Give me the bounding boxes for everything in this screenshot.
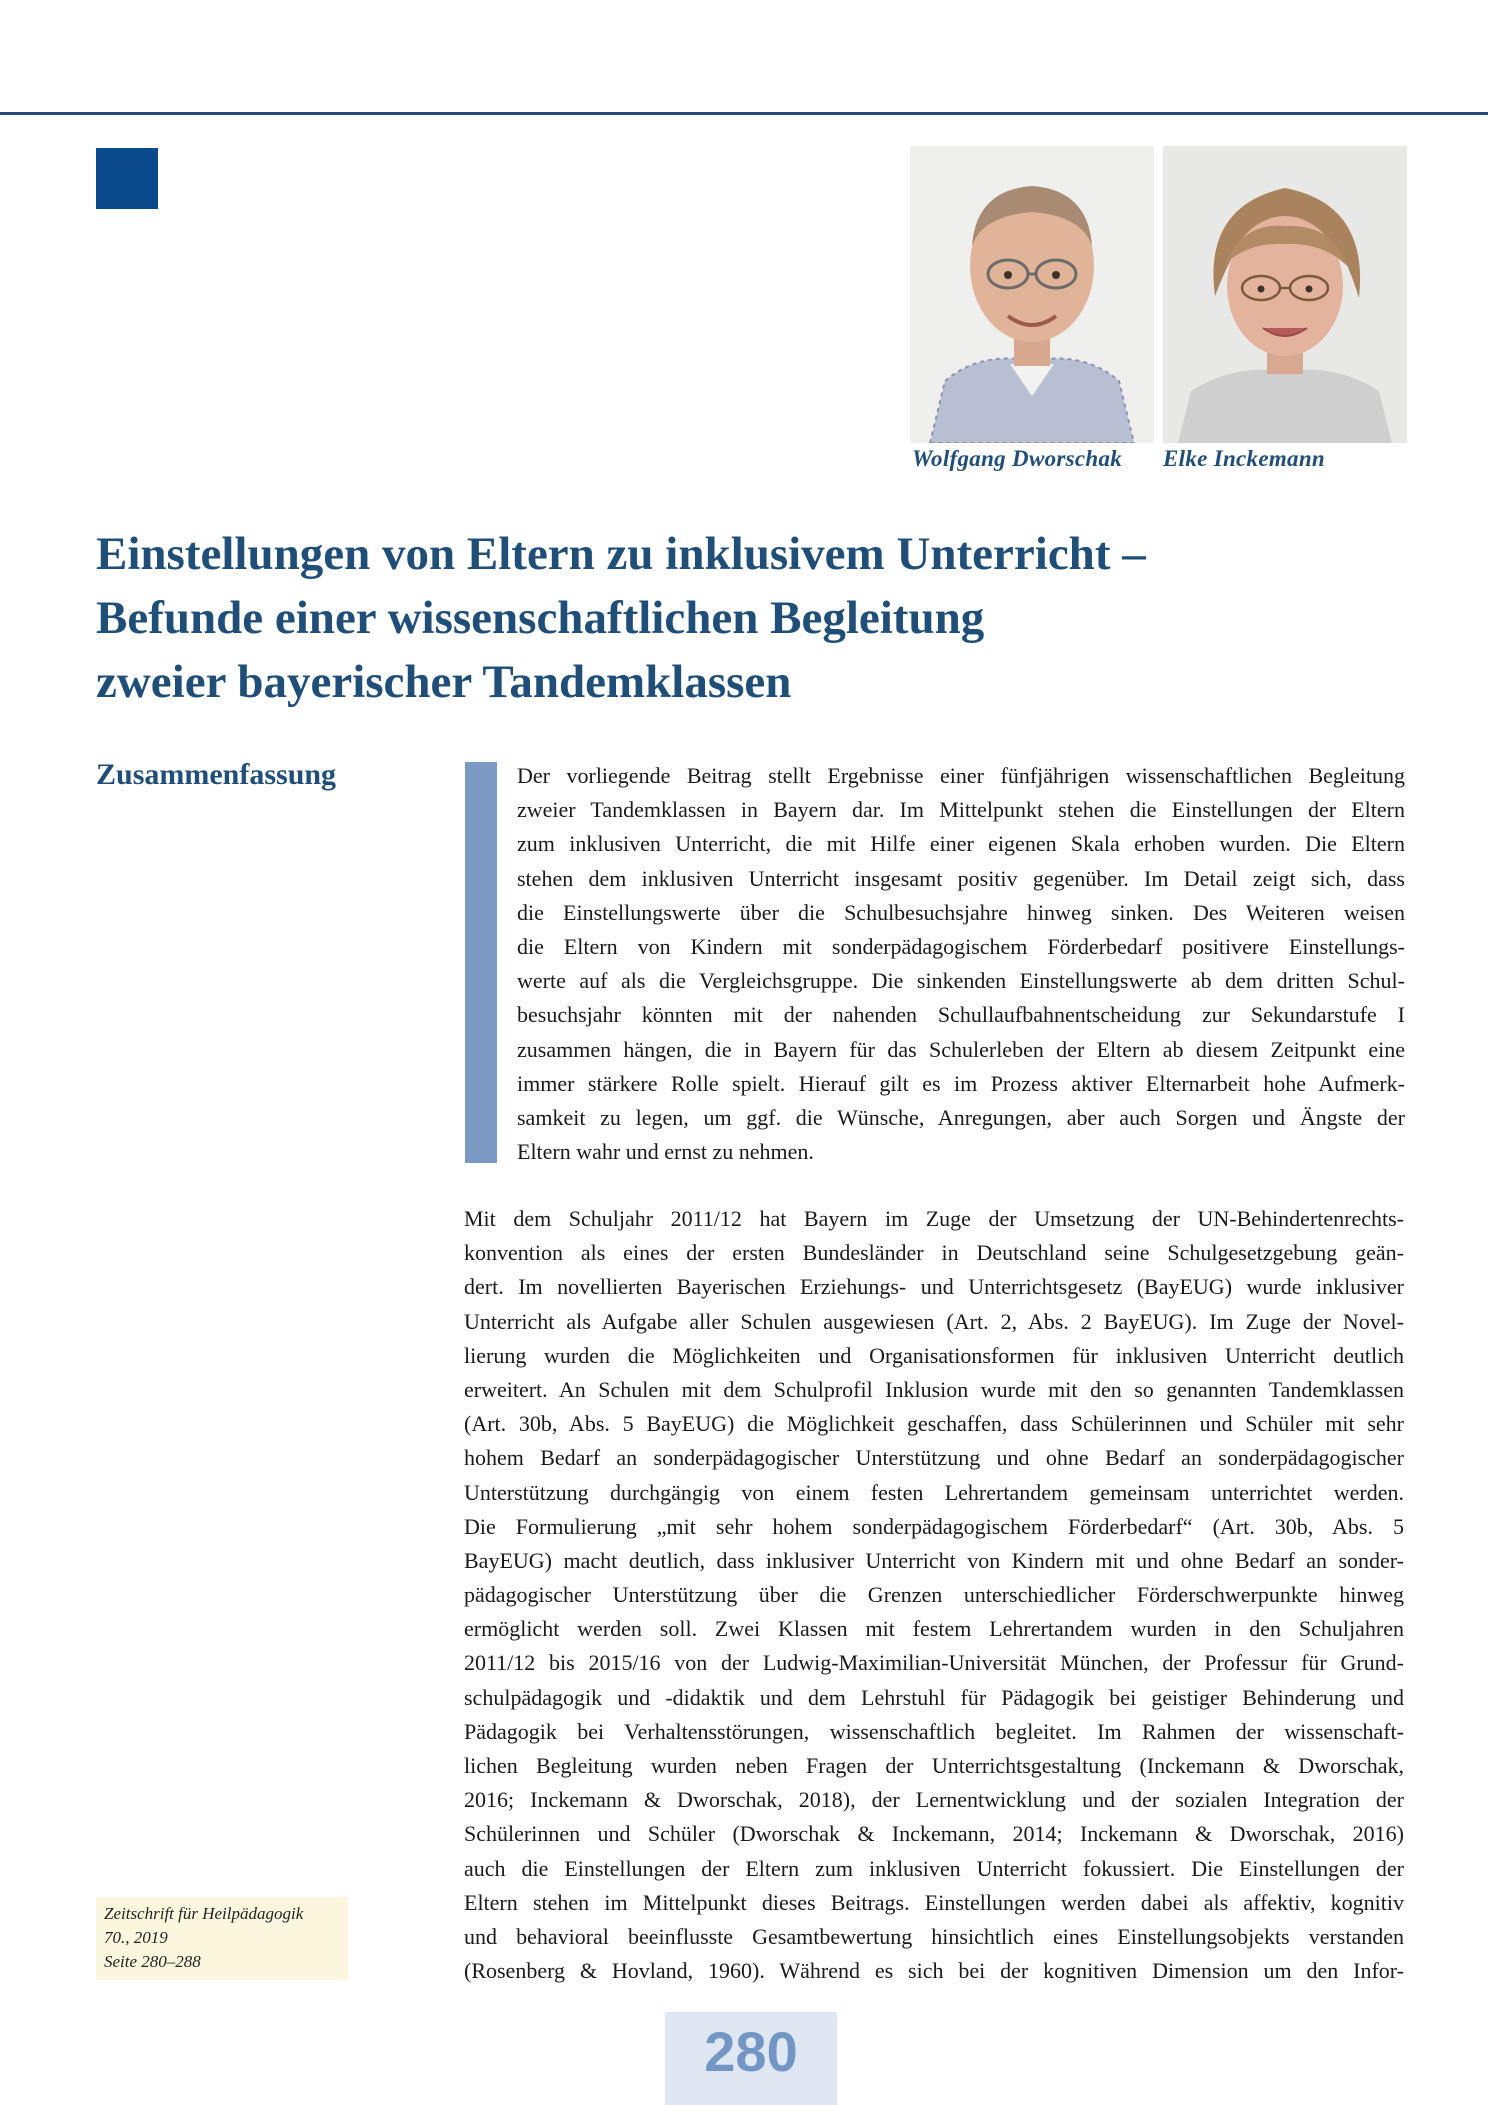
body-line: BayEUG) macht deutlich, dass inklusiver Unterricht von Kindern mit und ohne Bedarf an sonder- bbox=[464, 1547, 1404, 1573]
body-line: Unterricht als Aufgabe aller Schulen ausgewiesen (Art. 2, Abs. 2 BayEUG). Im Zuge der Novel- bbox=[464, 1308, 1404, 1334]
journal-citation-box bbox=[96, 1897, 348, 1980]
body-line: dert. Im novellierten Bayerischen Erziehungs- und Unterrichtsgesetz (BayEUG) wurde inklusiver bbox=[464, 1274, 1404, 1300]
body-line: lierung wurden die Möglichkeiten und Organisationsformen für inklusiven Unterricht deutlich bbox=[464, 1342, 1404, 1368]
author-name-1: Wolfgang Dworschak bbox=[912, 446, 1123, 471]
body-line: Pädagogik bei Verhaltensstörungen, wissenschaftlich begleitet. Im Rahmen der wissenschaft- bbox=[464, 1718, 1404, 1744]
abstract-line: zweier Tandemklassen in Bayern dar. Im Mittelpunkt stehen die Einstellungen der Eltern bbox=[517, 797, 1405, 823]
abstract-side-bar bbox=[465, 762, 497, 1163]
body-line: auch die Einstellungen der Eltern zum inklusiven Unterricht fokussiert. Die Einstellungen der bbox=[464, 1855, 1404, 1881]
body-line: Eltern stehen im Mittelpunkt dieses Beitrags. Einstellungen werden dabei als affektiv, kognitiv bbox=[464, 1889, 1404, 1915]
abstract-line: samkeit zu legen, um ggf. die Wünsche, Anregungen, aber auch Sorgen und Ängste der bbox=[517, 1104, 1405, 1130]
abstract-line: Der vorliegende Beitrag stellt Ergebnisse einer fünfjährigen wissenschaftlichen Begleitung bbox=[517, 763, 1405, 788]
journal-pages: Seite 280–288 bbox=[104, 1952, 201, 1971]
man-portrait-image bbox=[910, 146, 1154, 443]
body-line: pädagogischer Unterstützung über die Grenzen unterschiedlicher Förderschwerpunkte hinweg bbox=[464, 1582, 1404, 1608]
abstract-line: Eltern wahr und ernst zu nehmen. bbox=[517, 1139, 814, 1165]
body-line: Schülerinnen und Schüler (Dworschak & Inckemann, 2014; Inckemann & Dworschak, 2016) bbox=[464, 1821, 1404, 1847]
abstract-line: die Eltern von Kindern mit sonderpädagogischem Förderbedarf positivere Einstellungs- bbox=[517, 933, 1405, 959]
body-line: hohem Bedarf an sonderpädagogischer Unterstützung und ohne Bedarf an sonderpädagogischer bbox=[464, 1445, 1404, 1471]
author-photo-wolfgang-dworschak bbox=[910, 146, 1154, 443]
abstract-line: besuchsjahr könnten mit der nahenden Schullaufbahnentscheidung zur Sekundarstufe I bbox=[517, 1002, 1405, 1028]
title-line-2: Befunde einer wissenschaftlichen Begleitung bbox=[96, 592, 985, 644]
body-line: Die Formulierung „mit sehr hohem sonderpädagogischem Förderbedarf“ (Art. 30b, Abs. 5 bbox=[464, 1513, 1404, 1539]
journal-name: Zeitschrift für Heilpädagogik bbox=[104, 1904, 304, 1923]
title-line-3: zweier bayerischer Tandemklassen bbox=[96, 656, 792, 708]
abstract-line: stehen dem inklusiven Unterricht insgesamt positiv gegenüber. Im Detail zeigt sich, dass bbox=[517, 865, 1405, 891]
article-title bbox=[96, 522, 1396, 714]
journal-volume-year: 70., 2019 bbox=[104, 1928, 168, 1947]
body-line: 2016; Inckemann & Dworschak, 2018), der Lernentwicklung und der sozialen Integration der bbox=[464, 1787, 1404, 1813]
body-line: (Rosenberg & Hovland, 1960). Während es sich bei der kognitiven Dimension um den Infor- bbox=[464, 1958, 1404, 1984]
abstract-line: zusammen hängen, die in Bayern für das Schulerleben der Eltern ab diesem Zeitpunkt eine bbox=[517, 1036, 1405, 1062]
abstract-line: zum inklusiven Unterricht, die mit Hilfe einer eigenen Skala erhoben wurden. Die Eltern bbox=[517, 831, 1405, 857]
page-number: 280 bbox=[704, 2020, 798, 2083]
body-text bbox=[464, 1202, 1404, 1988]
body-line: schulpädagogik und -didaktik und dem Lehrstuhl für Pädagogik bei geistiger Behinderung und bbox=[464, 1684, 1404, 1710]
author-name-2: Elke Inckemann bbox=[1163, 446, 1326, 471]
body-line: (Art. 30b, Abs. 5 BayEUG) die Möglichkeit geschaffen, dass Schülerinnen und Schüler mit sehr bbox=[464, 1411, 1404, 1437]
abstract-line: die Einstellungswerte über die Schulbesuchsjahre hinweg sinken. Des Weiteren weisen bbox=[517, 899, 1405, 925]
page-number-box bbox=[665, 2012, 837, 2105]
body-line: und behavioral beeinflusste Gesamtbewertung hinsichtlich eines Einstellungsobjekts verstanden bbox=[464, 1923, 1404, 1949]
abstract-line: immer stärkere Rolle spielt. Hierauf gilt es im Prozess aktiver Elternarbeit hohe Aufmerk- bbox=[517, 1070, 1405, 1096]
body-line: Unterstützung durchgängig von einem festen Lehrertandem gemeinsam unterrichtet werden. bbox=[464, 1479, 1404, 1505]
abstract-heading: Zusammenfassung bbox=[96, 758, 337, 791]
abstract-text bbox=[517, 759, 1405, 1169]
author-photo-elke-inckemann bbox=[1163, 146, 1407, 443]
title-line-1: Einstellungen von Eltern zu inklusivem Unterricht – bbox=[96, 528, 1146, 580]
body-line: Mit dem Schuljahr 2011/12 hat Bayern im Zuge der Umsetzung der UN-Behindertenrechts- bbox=[464, 1206, 1404, 1231]
body-line: konvention als eines der ersten Bundesländer in Deutschland seine Schulgesetzgebung geän- bbox=[464, 1240, 1404, 1266]
header-rule bbox=[0, 112, 1488, 115]
body-line: erweitert. An Schulen mit dem Schulprofil Inklusion wurde mit den so genannten Tandemklassen bbox=[464, 1376, 1404, 1402]
body-line: 2011/12 bis 2015/16 von der Ludwig-Maximilian-Universität München, der Professur für Grund- bbox=[464, 1650, 1404, 1676]
section-marker-square bbox=[96, 148, 158, 209]
body-line: lichen Begleitung wurden neben Fragen der Unterrichtsgestaltung (Inckemann & Dworschak, bbox=[464, 1753, 1404, 1778]
body-line: ermöglicht werden soll. Zwei Klassen mit festem Lehrertandem wurden in den Schuljahren bbox=[464, 1616, 1404, 1642]
woman-portrait-image bbox=[1163, 146, 1407, 443]
abstract-line: werte auf als die Vergleichsgruppe. Die sinkenden Einstellungswerte ab dem dritten Schul- bbox=[517, 968, 1405, 994]
